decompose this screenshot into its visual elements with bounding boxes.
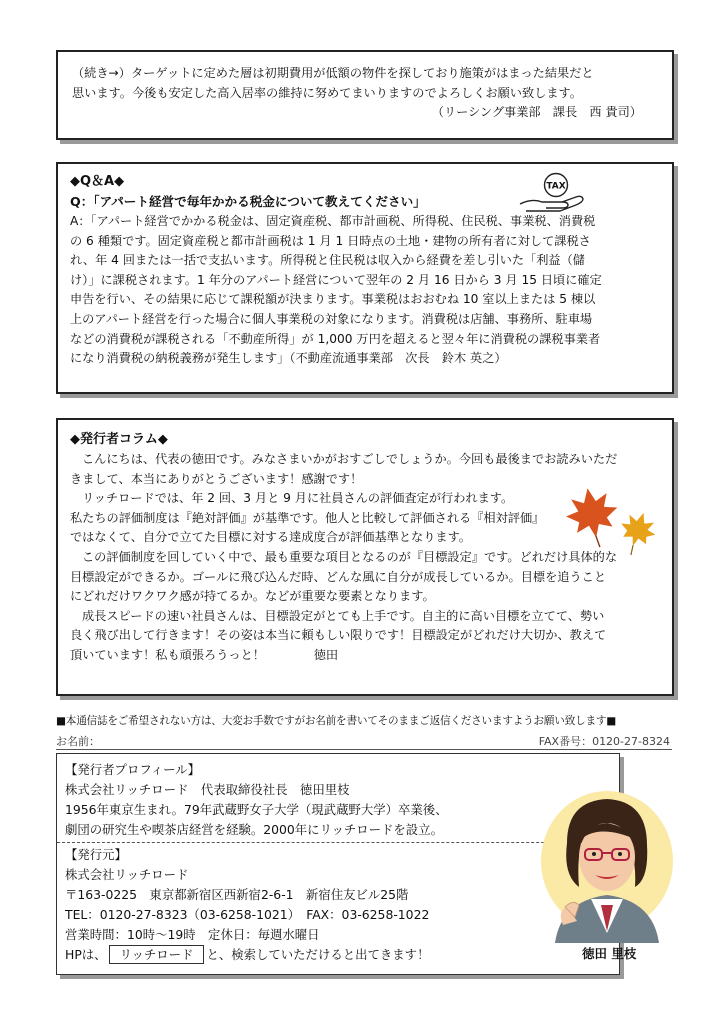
qa-heading: ◆Q＆A◆ — [70, 174, 125, 189]
publisher-address: 〒163-0225 東京都新宿区西新宿2-6-1 新宿住友ビル25階 — [65, 887, 409, 902]
hp-search-box: リッチロード — [109, 945, 205, 964]
portrait-name: 徳田 里枝 — [582, 946, 637, 961]
tax-icon-label: TAX — [546, 181, 566, 192]
continuation-line-1: （続き→）ターゲットに定めた層は初期費用が低額の物件を探しており施策がはまった結果だと — [72, 66, 594, 80]
qa-box — [56, 162, 674, 394]
profile-bio-2: 劇団の研究生や喫茶店経営を経験。2000年にリッチロードを設立。 — [65, 822, 443, 837]
continuation-line-2: 思います。今後も安定した高入居率の維持に努めてまいりますのでよろしくお願い致します。 — [72, 85, 582, 100]
qa-answer-line: れ、年 4 回または一括で支払います。所得税と住民税は収入から経費を差し引いた「利益（儲 — [70, 253, 585, 268]
column-line: リッチロードでは、年 2 回、3 月と 9 月に社員さんの評価査定が行われます。 — [82, 491, 514, 506]
qa-answer-line: の 6 種類です。固定資産税と都市計画税は 1 月 1 日時点の土地・建物の所有者に対して課税さ — [70, 233, 591, 248]
profile-box — [56, 753, 620, 975]
name-fax-row — [56, 733, 672, 750]
qa-answer-line: A：「アパート経営でかかる税金は、固定資産税、都市計画税、所得税、住民税、事業税、消費税 — [70, 214, 596, 228]
column-line: 成長スピードの速い社員さんは、目標設定がとても上手です。自主的に高い目標を立てて、勢い — [82, 608, 605, 623]
qa-answer-line: 上のアパート経営を行った場合に個人事業税の対象になります。消費税は店舗、事務所、駐車場 — [70, 311, 593, 326]
publisher-heading: 【発行元】 — [65, 847, 127, 862]
publisher-hours: 営業時間：10時～19時 定休日：毎週水曜日 — [65, 927, 320, 942]
column-line: 私たちの評価制度は『絶対評価』が基準です。他人と比較して評価される『相対評価』 — [70, 510, 545, 525]
continuation-box — [56, 50, 674, 140]
column-line: こんにちは、代表の徳田です。みなさまいかがおすごしでしょうか。今回も最後までお読みいただ — [82, 452, 618, 466]
column-box — [56, 418, 674, 696]
qa-answer-line: などの消費税が課税される「不動産所得」が 1,000 万円を超えると翌々年に消費税の課税事業者 — [70, 331, 601, 346]
qa-answer-line: になり消費税の納税義務が発生します」（不動産流通事業部 次長 鈴木 英之） — [70, 351, 507, 366]
column-line: 頂いています！私も頑張ろうっと！ 徳田 — [70, 647, 339, 662]
name-label: お名前： — [56, 735, 100, 748]
profile-company-title: 株式会社リッチロード 代表取締役社長 徳田里枝 — [65, 782, 350, 797]
profile-divider — [57, 842, 619, 843]
unsubscribe-notice: ■本通信誌をご希望されない方は、大変お手数ですがお名前を書いてそのままご返信くださいますようお願い致します■ — [56, 715, 617, 727]
maple-leaves-icon — [562, 480, 662, 556]
column-line: 良く飛び出して行きます！その姿は本当に頼もしい限りです！目標設定がどれだけ大切か、教えて — [70, 628, 607, 643]
continuation-signature: （リーシング事業部 課長 西 貴司） — [431, 105, 642, 120]
qa-question: Q：「アパート経営で毎年かかる税金について教えてください」 — [70, 194, 426, 209]
publisher-tel-fax: TEL：0120-27-8323（03-6258-1021） FAX：03-6258-1022 — [65, 907, 430, 922]
publisher-company: 株式会社リッチロード — [65, 867, 189, 882]
column-line: ではなくて、自分で立てた目標に対する達成度合が評価基準となります。 — [70, 530, 471, 545]
qa-answer-line: 申告を行い、その結果に応じて課税額が決まります。事業税はおおむね 10 室以上または 5 棟以 — [70, 292, 596, 307]
publisher-hp — [65, 945, 611, 965]
column-heading: ◆発行者コラム◆ — [70, 432, 168, 447]
tax-hand-icon — [516, 172, 588, 212]
profile-bio-1: 1956年東京生まれ。79年武蔵野女子大学（現武蔵野大学）卒業後、 — [65, 802, 448, 817]
profile-heading: 【発行者プロフィール】 — [65, 762, 201, 777]
fax-number: FAX番号：0120-27-8324 — [538, 735, 670, 748]
column-line: 目標設定ができるか。ゴールに飛び込んだ時、どんな風に自分が成長しているか。目標を追うこと — [70, 569, 607, 584]
qa-answer — [70, 212, 662, 369]
hp-suffix: と、検索していただけると出てきます！ — [206, 947, 430, 962]
column-line: にどれだけワクワク感が持てるか。などが重要な要素となります。 — [70, 589, 435, 604]
hp-prefix: HPは、 — [65, 947, 107, 962]
column-line: きまして、本当にありがとうございます！感謝です！ — [70, 471, 363, 486]
qa-answer-line: け）」に課税されます。1 年分のアパート経営について翌年の 2 月 16 日から 3 月 15 日頃に確定 — [70, 272, 602, 287]
column-line: この評価制度を回していく中で、最も重要な項目となるのが『目標設定』です。どれだけ具体的な — [82, 549, 618, 564]
